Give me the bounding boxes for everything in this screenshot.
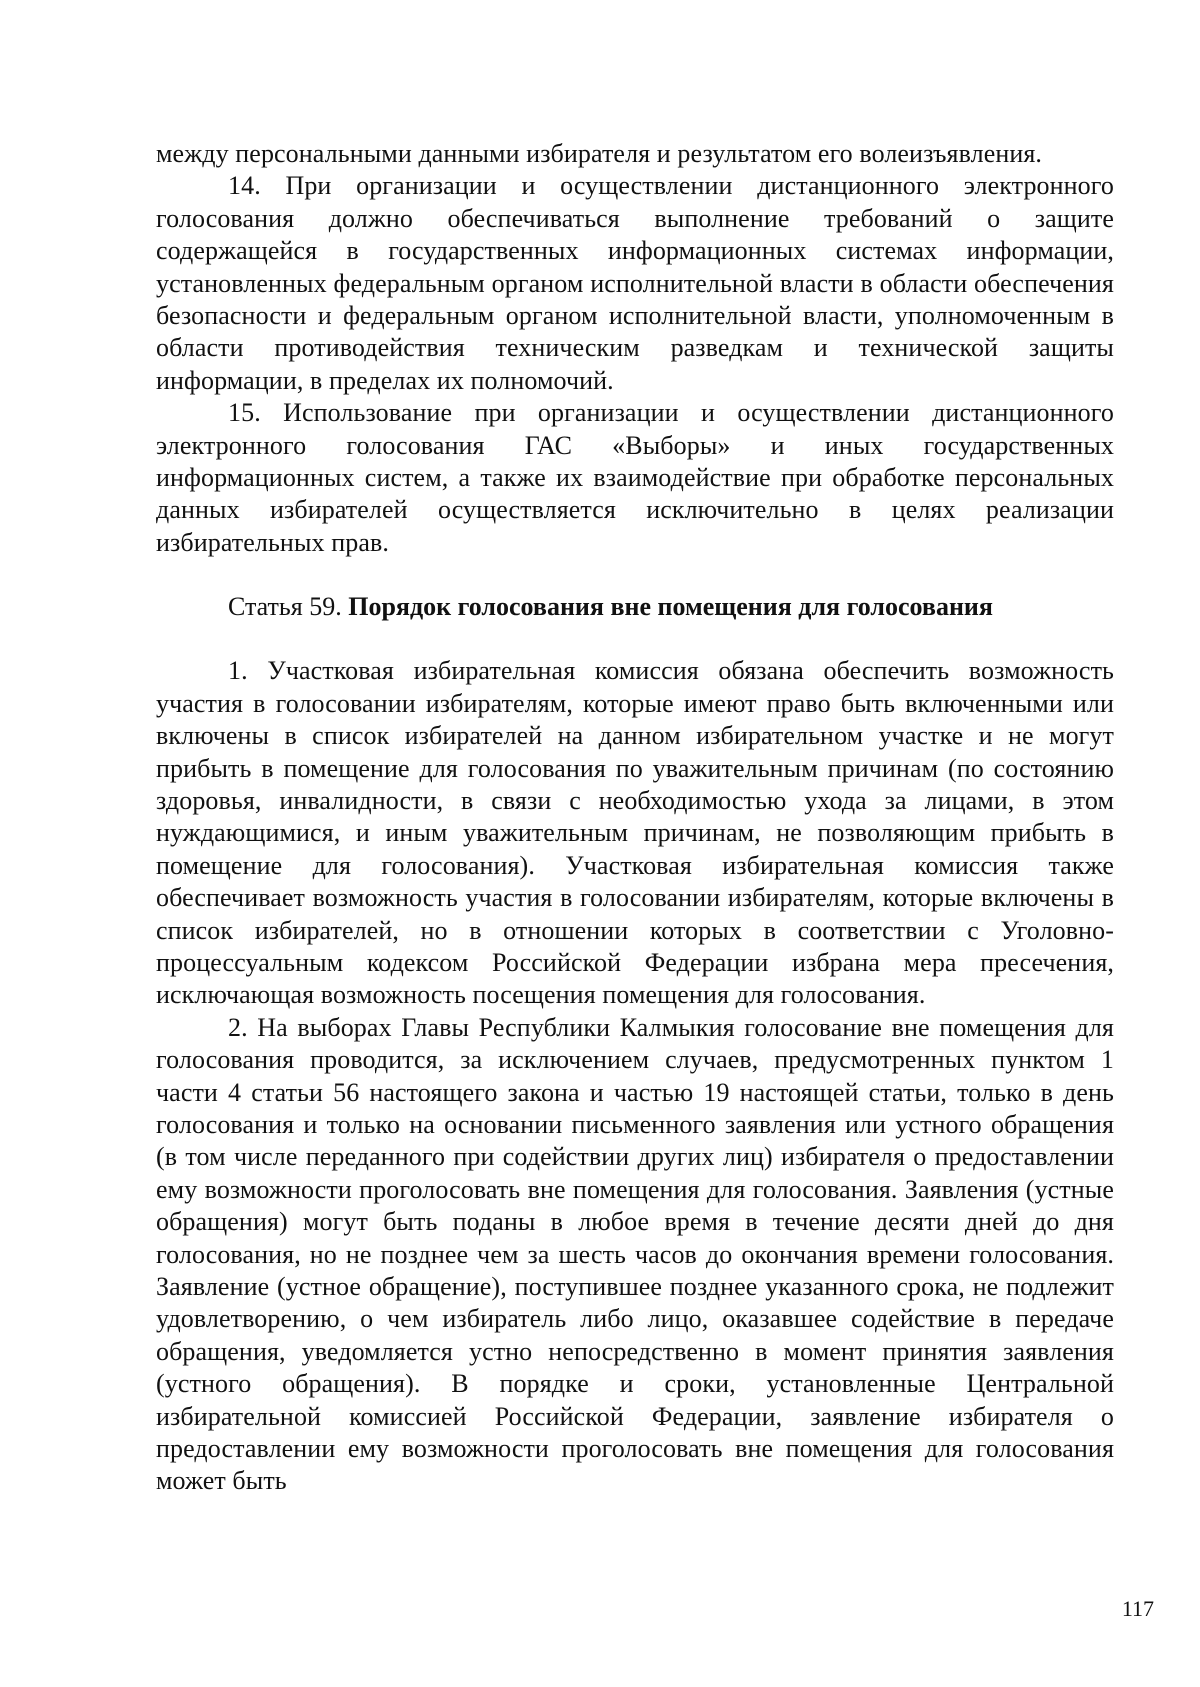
document-page bbox=[156, 138, 1114, 1498]
paragraph-14: 14. При организации и осуществлении дистанционного электронного голосования должно обеспечиваться выполнение требований о защите содержащейся в государственных информационных системах информации, установленных федеральным органом исполнительной власти в области обеспечения безопасности и федеральным органом исполнительной власти, уполномоченным в области противодействия техническим разведкам и технической защиты информации, в пределах их полномочий. bbox=[156, 171, 1114, 395]
article-paragraph-2: 2. На выборах Главы Республики Калмыкия голосование вне помещения для голосования проводится, за исключением случаев, предусмотренных пунктом 1 части 4 статьи 56 настоящего закона и частью 19 настоящей статьи, только в день голосования и только на основании письменного заявления или устного обращения (в том числе переданного при содействии других лиц) избирателя о предоставлении ему возможности проголосовать вне помещения для голосования. Заявления (устные обращения) могут быть поданы в любое время в течение десяти дней до дня голосования, но не позднее чем за шесть часов до окончания времени голосования. Заявление (устное обращение), поступившее позднее указанного срока, не подлежит удовлетворению, о чем избиратель либо лицо, оказавшее содействие в передаче обращения, уведомляется устно непосредственно в момент принятия заявления (устного обращения). В порядке и сроки, установленные Центральной избирательной комиссией Российской Федерации, заявление избирателя о предоставлении ему возможности проголосовать вне помещения для голосования может быть bbox=[156, 1012, 1114, 1496]
paragraph-15: 15. Использование при организации и осуществлении дистанционного электронного голосования ГАС «Выборы» и иных государственных информационных систем, а также их взаимодействие при обработке персональных данных избирателей осуществляется исключительно в целях реализации избирательных прав. bbox=[156, 398, 1114, 557]
article-label: Статья 59. bbox=[228, 592, 342, 622]
article-paragraph-1: 1. Участковая избирательная комиссия обязана обеспечить возможность участия в голосовании избирателям, которые имеют право быть включенными или включены в список избирателей на данном избирательном участке и не могут прибыть в помещение для голосования по уважительным причинам (по состоянию здоровья, инвалидности, в связи с необходимостью ухода за лицами, в этом нуждающимися, и иным уважительным причинам, не позволяющим прибыть в помещение для голосования). Участковая избирательная комиссия также обеспечивает возможность участия в голосовании избирателям, которые включены в список избирателей, но в отношении которых в соответствии с Уголовно-процессуальным кодексом Российской Федерации избрана мера пресечения, исключающая возможность посещения помещения для голосования. bbox=[156, 656, 1114, 1010]
page-number: 117 bbox=[1121, 1596, 1154, 1621]
continuation-paragraph: между персональными данными избирателя и результатом его волеизъявления. bbox=[156, 139, 1043, 168]
article-title: Порядок голосования вне помещения для голосования bbox=[348, 592, 993, 622]
article-heading bbox=[156, 591, 1114, 623]
